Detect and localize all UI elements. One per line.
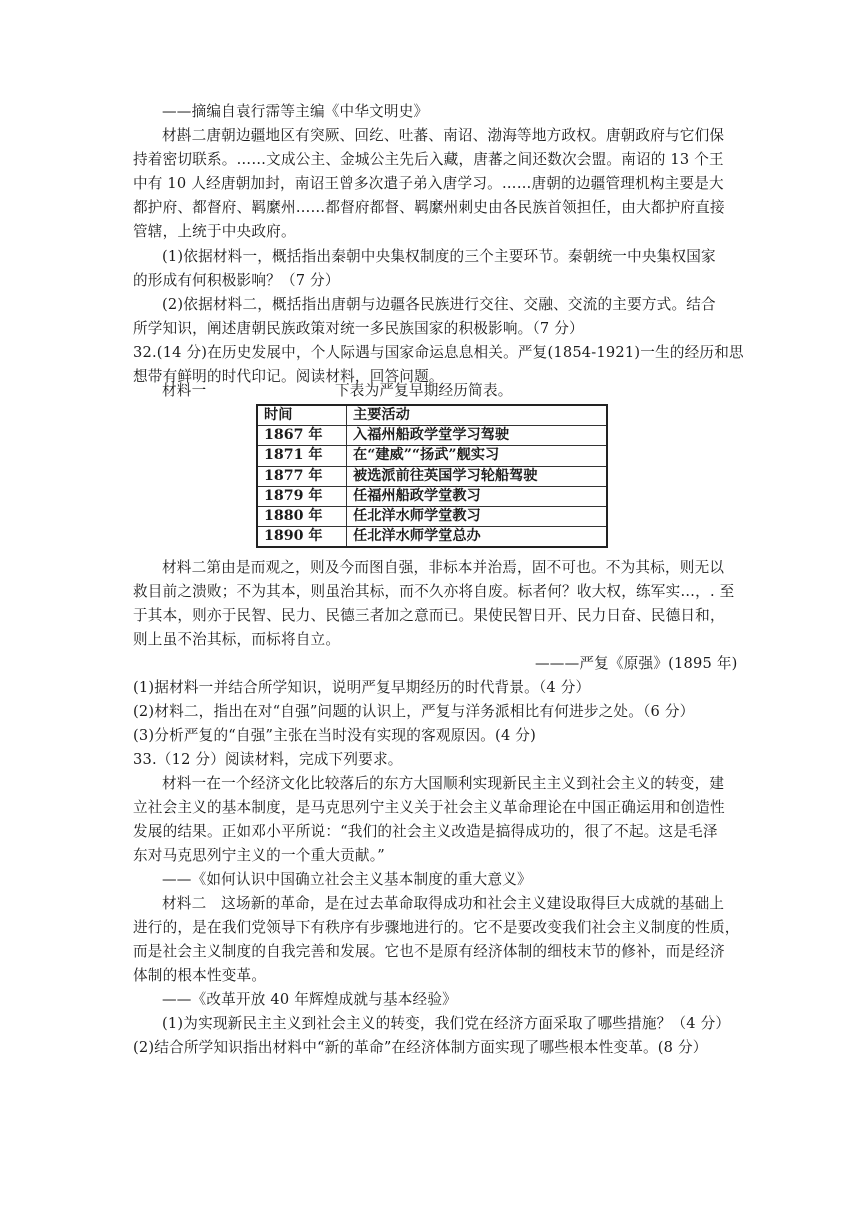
paragraph-line: 材料二 这场新的革命，是在过去革命取得成功和社会主义建设取得巨大成就的基础上 xyxy=(162,895,725,912)
paragraph-line: 救目前之溃败；不为其本，则虽治其标，而不久亦将自废。标者何？收大权，练军实…，. 至 xyxy=(133,583,735,600)
table-row xyxy=(257,506,607,526)
table-header-cell: 时间 xyxy=(257,405,347,426)
question-header: 32.(14 分)在历史发展中，个人际遇与国家命运息息相关。严复(1854-1921)一生的经历和思 xyxy=(133,344,744,361)
question-line: (3)分析严复的“自强”主张在当时没有实现的客观原因。(4 分) xyxy=(133,727,536,744)
question-header: 33.（12 分）阅读材料，完成下列要求。 xyxy=(133,751,403,768)
table-cell-activity: 在“建威”“扬武”舰实习 xyxy=(347,446,608,466)
question-line: (1)为实现新民主主义到社会主义的转变，我们党在经济方面采取了哪些措施？（4 分） xyxy=(162,1015,731,1032)
table-cell-year: 1880 年 xyxy=(257,506,347,526)
table-row xyxy=(257,466,607,486)
paragraph-line: 中有 10 人经唐朝加封，南诏王曾多次遣子弟入唐学习。……唐朝的边疆管理机构主要是大 xyxy=(133,175,724,192)
table-cell-year: 1890 年 xyxy=(257,527,347,548)
table-row xyxy=(257,486,607,506)
material-label: 材料一 xyxy=(162,382,207,399)
paragraph-line: 持着密切联系。……文成公主、金城公主先后入藏，唐蕃之间还数次会盟。南诏的 13 个王 xyxy=(133,151,724,168)
table-cell-activity: 任福州船政学堂教习 xyxy=(347,486,608,506)
paragraph-line: 于其本，则亦于民智、民力、民德三者加之意而已。果使民智日开、民力日奋、民德日和， xyxy=(133,607,725,624)
paragraph-line: 而是社会主义制度的自我完善和发展。它也不是原有经济体制的细枝末节的修补，而是经济 xyxy=(133,943,725,960)
paragraph-line: 发展的结果。正如邓小平所说：“我们的社会主义改造是搞得成功的，很了不起。这是毛泽 xyxy=(133,823,718,840)
paragraph-line: 则上虽不治其标，而标将自立。 xyxy=(133,631,341,648)
paragraph-line: 都护府、都督府、羁縻州……都督府都督、羁縻州刺史由各民族首领担任，由大都护府直接 xyxy=(133,199,725,216)
paragraph-line: 东对马克思列宁主义的一个重大贡献。” xyxy=(133,847,385,864)
question-header: 想带有鲜明的时代印记。阅读材料，回答问题。 xyxy=(133,368,444,385)
question-line: 所学知识，阐述唐朝民族政策对统一多民族国家的积极影响。（7 分） xyxy=(133,320,584,337)
table-cell-activity: 任北洋水师学堂教习 xyxy=(347,506,608,526)
paragraph-line: 材料一在一个经济文化比较落后的东方大国顺利实现新民主主义到社会主义的转变，建 xyxy=(162,775,725,792)
table-cell-year: 1877 年 xyxy=(257,466,347,486)
question-line: (2)依据材料二，概括指出唐朝与边疆各民族进行交往、交融、交流的主要方式。结合 xyxy=(162,296,716,313)
source-citation: ——摘编自袁行霈等主编《中华文明史》 xyxy=(162,103,429,120)
table-cell-year: 1871 年 xyxy=(257,446,347,466)
chronology-table xyxy=(256,404,608,548)
question-line: (1)依据材料一，概括指出秦朝中央集权制度的三个主要环节。秦朝统一中央集权国家 xyxy=(162,248,716,265)
source-citation: ——《如何认识中国确立社会主义基本制度的重大意义》 xyxy=(162,871,532,888)
table-cell-year: 1867 年 xyxy=(257,426,347,446)
table-header-row xyxy=(257,405,607,426)
question-line: (2)材料二，指出在对“自强”问题的认识上，严复与洋务派相比有何进步之处。（6 分） xyxy=(133,703,695,720)
paragraph-line: 材料二第由是而观之，则及今而图自强，非标本并治焉，固不可也。不为其标，则无以 xyxy=(162,559,725,576)
table-cell-year: 1879 年 xyxy=(257,486,347,506)
source-citation: ———严复《原强》(1895 年) xyxy=(535,655,738,672)
table-cell-activity: 被选派前往英国学习轮船驾驶 xyxy=(347,466,608,486)
table-row xyxy=(257,527,607,548)
paragraph-line: 体制的根本性变革。 xyxy=(133,967,267,984)
paragraph-line: 立社会主义的基本制度，是马克思列宁主义关于社会主义革命理论在中国正确运用和创造性 xyxy=(133,799,725,816)
table-row xyxy=(257,426,607,446)
paragraph-line: 管辖，上统于中央政府。 xyxy=(133,223,296,240)
question-line: 的形成有何积极影响？（7 分） xyxy=(133,272,340,289)
table-cell-activity: 任北洋水师学堂总办 xyxy=(347,527,608,548)
table-header-cell: 主要活动 xyxy=(347,405,608,426)
question-line: (2)结合所学知识指出材料中“新的革命”在经济体制方面实现了哪些根本性变革。(8 分） xyxy=(133,1039,708,1056)
table-caption: 下表为严复早期经历简表。 xyxy=(335,382,513,399)
table-row xyxy=(257,446,607,466)
source-citation: ——《改革开放 40 年辉煌成就与基本经验》 xyxy=(162,991,457,1008)
paragraph-line: 材斟二唐朝边疆地区有突厥、回纥、吐蕃、南诏、渤海等地方政权。唐朝政府与它们保 xyxy=(162,127,725,144)
paragraph-line: 进行的，是在我们党领导下有秩序有步骤地进行的。它不是要改变我们社会主义制度的性质， xyxy=(133,919,740,936)
question-line: (1)据材料一并结合所学知识，说明严复早期经历的时代背景。（4 分） xyxy=(133,679,591,696)
table-cell-activity: 入福州船政学堂学习驾驶 xyxy=(347,426,608,446)
